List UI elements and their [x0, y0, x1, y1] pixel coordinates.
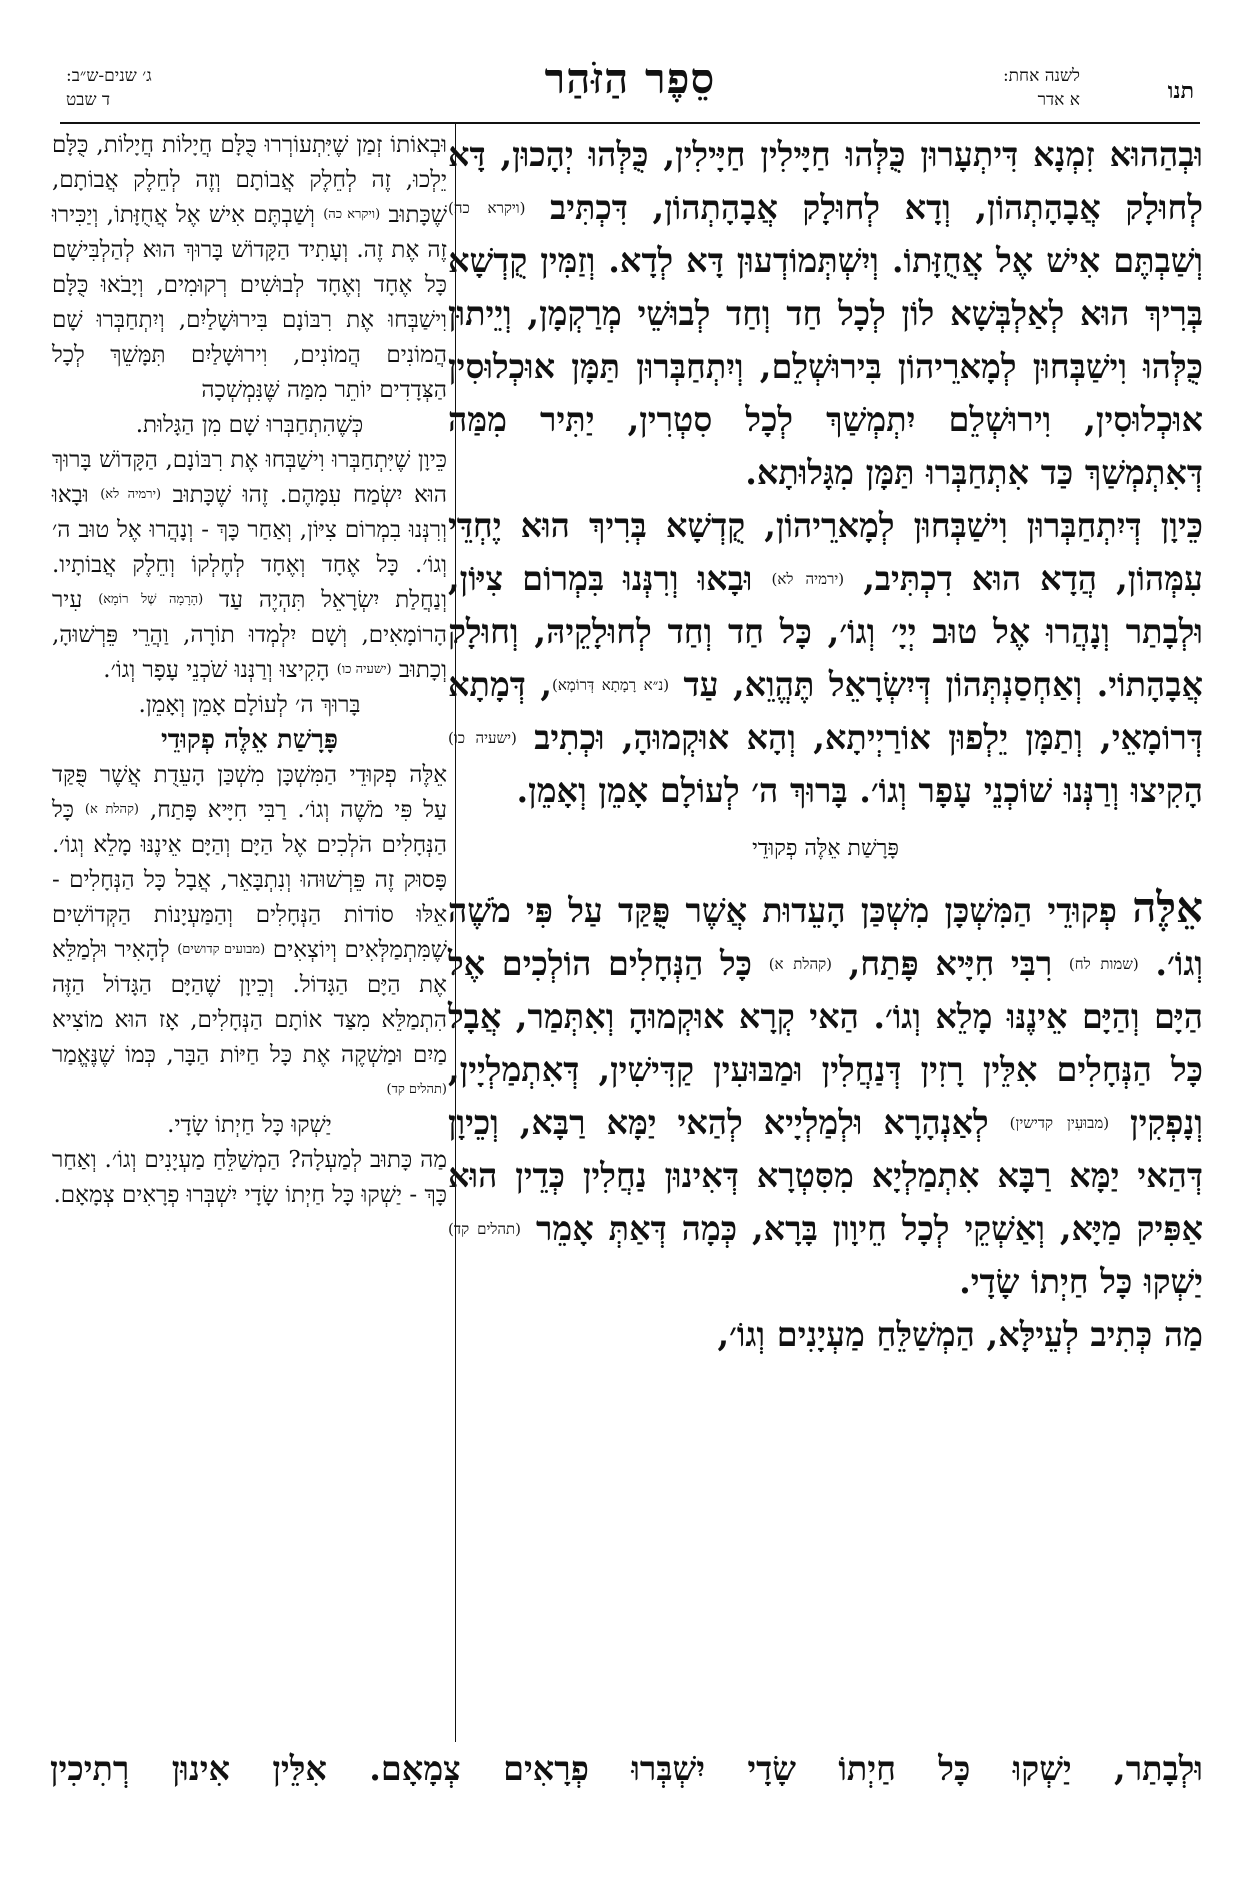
side-paragraph-1	[52, 128, 447, 408]
running-header	[60, 54, 1200, 124]
source-reference: (קהלת א)	[84, 802, 139, 817]
source-reference: (ירמיה לא)	[771, 570, 845, 588]
side-text: וּבָאוּ וְרִנְּנוּ בִמְרוֹם צִיּוֹן, וְאַחַר כָּךְ - וְנָהֲרוּ אֶל טוּב ה׳ וְגוֹ׳. כָּל אֶחָד וְאֶחָד לְחֶלְקוֹ וְחֵלֶק אֲבוֹתָיו. וְנַחֲלַת יִשְׂרָאֵל תִּהְיֶה עַד	[52, 482, 447, 613]
main-paragraph-4: מַה כְּתִיב לְעֵילָּא, הַמְשַׁלֵּחַ מַעְיָנִים וְגוֹ׳,	[717, 1315, 1203, 1354]
section-title: פָּרָשַׁת אֵלֶּה פְקוּדֵי	[752, 836, 899, 861]
side-text: לְהָאִיר וּלְמַלֵּא אֶת הַיָּם הַגָּדוֹל. וְכֵיוָן שֶׁהַיָּם הַגָּדוֹל הַזֶּה הִתְמַלֵּא מִצַּד אוֹתָם הַנְּחָלִים, אָז הוּא מוֹצִיא מַיִם וּמַשְׁקֶה אֶת כָּל חַיּוֹת הַבָּר, כְּמוֹ שֶׁנֶּאֱמַר	[52, 937, 447, 1068]
main-text: לְאַנְהָרָא וּלְמַלְיָיא לְהַאי יַמָּא רַבָּא, וְכֵיוָן דְּהַאי יַמָּא רַבָּא אִתְמַלְיָא מִסִּטְרָא דְּאִינוּן נַחֲלִין כְּדֵין הוּא אַפִּיק מַיָּא, וְאַשְׁקֵי לְכָל חֵיוָון בָּרָא, כְּמָה דְּאַתְּ אָמֵר	[448, 1103, 1203, 1248]
side-text: כָּל הַנְּחָלִים הֹלְכִים אֶל הַיָּם וְהַיָּם אֵינֶנּוּ מָלֵא וְגוֹ׳. פָּסוּק זֶה פֵּרְשׁוּהוּ וְנִתְבָּאֵר, אֲבָל כָּל הַנְּחָלִים - אֵלּוּ סוֹדוֹת הַנְּחָלִים וְהַמַּעְיָנוֹת הַקְּדוֹשִׁים שֶׁמִּתְמַלְּאִים וְיוֹצְאִים	[52, 797, 448, 963]
main-paragraph-3	[448, 881, 1203, 1308]
side-text: אֵלֶּה פְקוּדֵי הַמִּשְׁכָּן מִשְׁכַּן הָעֵדֻת אֲשֶׁר פֻּקַּד עַל פִּי מֹשֶׁה וְגוֹ׳. רַבִּי חִיָּיא פָּתַח,	[52, 762, 448, 823]
schedule-right-line2: א אדר	[1037, 90, 1080, 110]
source-reference: (תהלים קד)	[386, 1082, 447, 1097]
source-reference: (הָרָמָה שֶׁל רוֹמָא)	[98, 592, 204, 607]
full-width-bottom-line: וּלְבָתַר, יַשְׁקוּ כָּל חַיְתוֹ שָׂדָי יִשְׁבְּרוּ פְרָאִים צְמָאָם. אִלֵּין אִינוּן רְתִיכִין	[50, 1749, 1203, 1788]
main-text: כֵּיוָן דְּיִתְחַבְּרוּן וִישַׁבְּחוּן לְמָארֵיהוֹן, קֻדְשָׁא בְּרִיךְ הוּא יֶחְדֵּי עִמְּהוֹן, הֲדָא הוּא דִכְתִּיב,	[448, 506, 1203, 598]
book-title: סֵפֶר הַזֹּהַר	[544, 54, 716, 103]
main-text: וּבָאוּ וְרִנְּנוּ בִּמְרוֹם צִיּוֹן, וּלְבָתַר וְנָהֲרוּ אֶל טוּב יְיָ׳ וְגוֹ׳, כָּל חַד וְחַד לְחוּלָקֵיהּ, וְחוּלָק אֲבָהָתוֹי. וְאַחְסַנְתְּהוֹן דְּיִשְׂרָאֵל תֶּהֱוֵא, עַד	[448, 559, 1203, 704]
side-text: וְשַׁבְתֶּם אִישׁ אֶל אֲחֻזָּתוֹ, וְיַכִּירוּ זֶה אֶת זֶה. וְעָתִיד הַקָּדוֹשׁ בָּרוּךְ הוּא לְהַלְבִּישָׁם כָּל אֶחָד וְאֶחָד לְבוּשִׁים רְקוּמִים, וְיָבֹאוּ כֻּלָּם וִישַׁבְּחוּ אֶת רִבּוֹנָם בִּירוּשָׁלַיִם, וְיִתְחַבְּרוּ שָׁם הֲמוֹנִים הֲמוֹנִים, וִירוּשָׁלַיִם תִּמָּשֵׁךְ לְכָל הַצְּדָדִים יוֹתֵר מִמַּה שֶּׁנִּמְשְׁכָה	[52, 202, 447, 403]
side-text: וּבְאוֹתוֹ זְמַן שֶׁיִּתְעוֹרְרוּ כֻּלָּם חֲיָלוֹת חֲיָלוֹת, כֻּלָּם יֵלְכוּ, זֶה לְחֵלֶק אֲבוֹתָם וְזֶה לְחֵלֶק אֲבוֹתָם, שֶׁכָּתוּב	[52, 132, 447, 228]
study-schedule-left	[66, 64, 152, 112]
side-paragraph-2-end: בָּרוּךְ ה׳ לְעוֹלָם אָמֵן וְאָמֵן.	[138, 692, 361, 718]
main-paragraph-1	[448, 128, 1203, 499]
source-reference: (מבוּעִין קדישין)	[1009, 1114, 1110, 1132]
side-paragraph-3-end: יַשְׁקוּ כָּל חַיְתוֹ שָׂדָי.	[167, 1112, 332, 1138]
hebrew-translation-column	[52, 128, 447, 1213]
schedule-left-line1: ג׳ שנים-ש״ב:	[66, 66, 152, 86]
side-paragraph-3	[52, 758, 447, 1108]
main-text: , דְּמָתָא דְּרוֹמָאֵי, וְתַמָּן יֵלְפוּן אוֹרַיְיתָא, וְהָא אוּקְמוּהָ, וּכְתִיב	[448, 665, 1203, 757]
source-reference: (ישעיה כו)	[448, 729, 517, 747]
schedule-right-line1: לשנה אחת:	[1002, 66, 1080, 86]
main-text: וּבְהַהוּא זִמְנָא דִּיתְעָרוּן כֻּלְּהוּ חַיָּילִין חַיָּילִין, כֻּלְּהוּ יְהָכוּן, דָּא לְחוּלָק אֲבָהָתְהוֹן, וְדָא לְחוּלָק אֲבָהָתְהוֹן, דִּכְתִּיב	[448, 135, 1203, 227]
main-text: פְקוּדֵי הַמִּשְׁכָּן מִשְׁכַּן הָעֵדוּת אֲשֶׁר פֻּקַּד עַל פִּי מֹשֶׁה וְגוֹ׳.	[448, 891, 1204, 983]
schedule-left-line2: ד שבט	[66, 90, 111, 110]
side-paragraph-2	[52, 443, 447, 688]
source-reference: (ויקרא כה)	[448, 199, 526, 217]
main-text: וְשַׁבְתֶּם אִישׁ אֶל אֲחֻזָּתוֹ. וְיִשְׁתְּמוֹדְעוּן דָּא לְדָא. וְזַמִּין קֻדְשָׁא בְּרִיךְ הוּא לְאַלְבְּשָׁא לוֹן לְכָל חַד וְחַד לְבוּשֵׁי מְרַקְמָן, וְיֵיתוּן כֻּלְּהוּ וִישַׁבְּחוּן לְמָארֵיהוֹן בִּירוּשְׁלֵם, וְיִתְחַבְּרוּן תַּמָּן אוּכְלוּסִין אוּכְלוּסִין, וִירוּשְׁלֵם יִתְמְשַׁךְ לְכָל סִטְרִין, יַתִּיר מִמַּה דְּאִתְמְשַׁךְ כַּד אִתְחַבְּרוּ תַּמָּן מִגָּלוּתָא.	[448, 241, 1203, 492]
source-reference: (נ״א רָמָתָא דְּרוֹמָא)	[552, 676, 670, 694]
source-reference: (מבועים קדושים)	[177, 942, 266, 957]
main-text: רִבִּי חִיָּיא פָּתַח,	[848, 944, 1053, 983]
main-text: יַשְׁקוּ כָּל חַיְתוֹ שָׂדָי.	[959, 1262, 1203, 1301]
side-text: כֵּיוָן שֶׁיִּתְחַבְּרוּ וִישַׁבְּחוּ אֶת רִבּוֹנָם, הַקָּדוֹשׁ בָּרוּךְ הוּא יִשְׂמַח עִמָּהֶם. זֶהוּ שֶׁכָּתוּב	[52, 447, 447, 508]
opening-word: אֵלֶּה	[1132, 883, 1203, 932]
side-paragraph-1-end: כְּשֶׁהִתְחַבְּרוּ שָׁם מִן הַגָּלוּת.	[135, 412, 364, 438]
source-reference: (ויקרא כה)	[323, 207, 381, 222]
header-rule	[60, 122, 1200, 124]
side-text: הָקִיצוּ וְרַנְּנוּ שֹׁכְנֵי עָפָר וְגוֹ׳.	[103, 657, 330, 683]
source-reference: (ירמיה לא)	[100, 487, 162, 502]
aramaic-main-column	[448, 128, 1203, 1361]
main-paragraph-2	[448, 499, 1203, 817]
side-paragraph-4: מַה כָּתוּב לְמַעְלָה? הַמְשַׁלֵּחַ מַעְיָנִים וְגוֹ׳. וְאַחַר כָּךְ - יַשְׁקוּ כָּל חַיְתוֹ שָׂדָי יִשְׁבְּרוּ פְרָאִים צְמָאָם.	[52, 1147, 447, 1208]
page-number: תנו	[1167, 78, 1194, 104]
main-text: כָּל הַנְּחָלִים הוֹלְכִים אֶל הַיָּם וְהַיָּם אֵינֶנּוּ מָלֵא וְגוֹ׳. הַאי קְרָא אוּקְמוּהָ וְאִתְּמַר, אֲבָל כָּל הַנְּחָלִים אִלֵּין רָזִין דְּנַחֲלִין וּמַבּוּעִין קַדִּישִׁין, דְּאִתְמַלְיָין, וְנָפְקִין	[448, 944, 1203, 1142]
main-text: הָקִיצוּ וְרַנְּנוּ שׁוֹכְנֵי עָפָר וְגוֹ׳. בָּרוּךְ ה׳ לְעוֹלָם אָמֵן וְאָמֵן.	[516, 771, 1203, 810]
side-section-title: פָּרָשַׁת אֵלֶּה פְקוּדֵי	[160, 725, 339, 755]
source-reference: (ישעיה כו)	[336, 662, 392, 677]
source-reference: (תהלים קד)	[448, 1220, 522, 1238]
side-text: עִיר הָרוֹמָאִים, וְשָׁם יִלְמְדוּ תוֹרָה, וַהֲרֵי פֵּרְשׁוּהָ, וְכָתוּב	[52, 587, 447, 683]
source-reference: (שמות לח)	[1068, 955, 1139, 973]
source-reference: (קהלת א)	[768, 955, 832, 973]
